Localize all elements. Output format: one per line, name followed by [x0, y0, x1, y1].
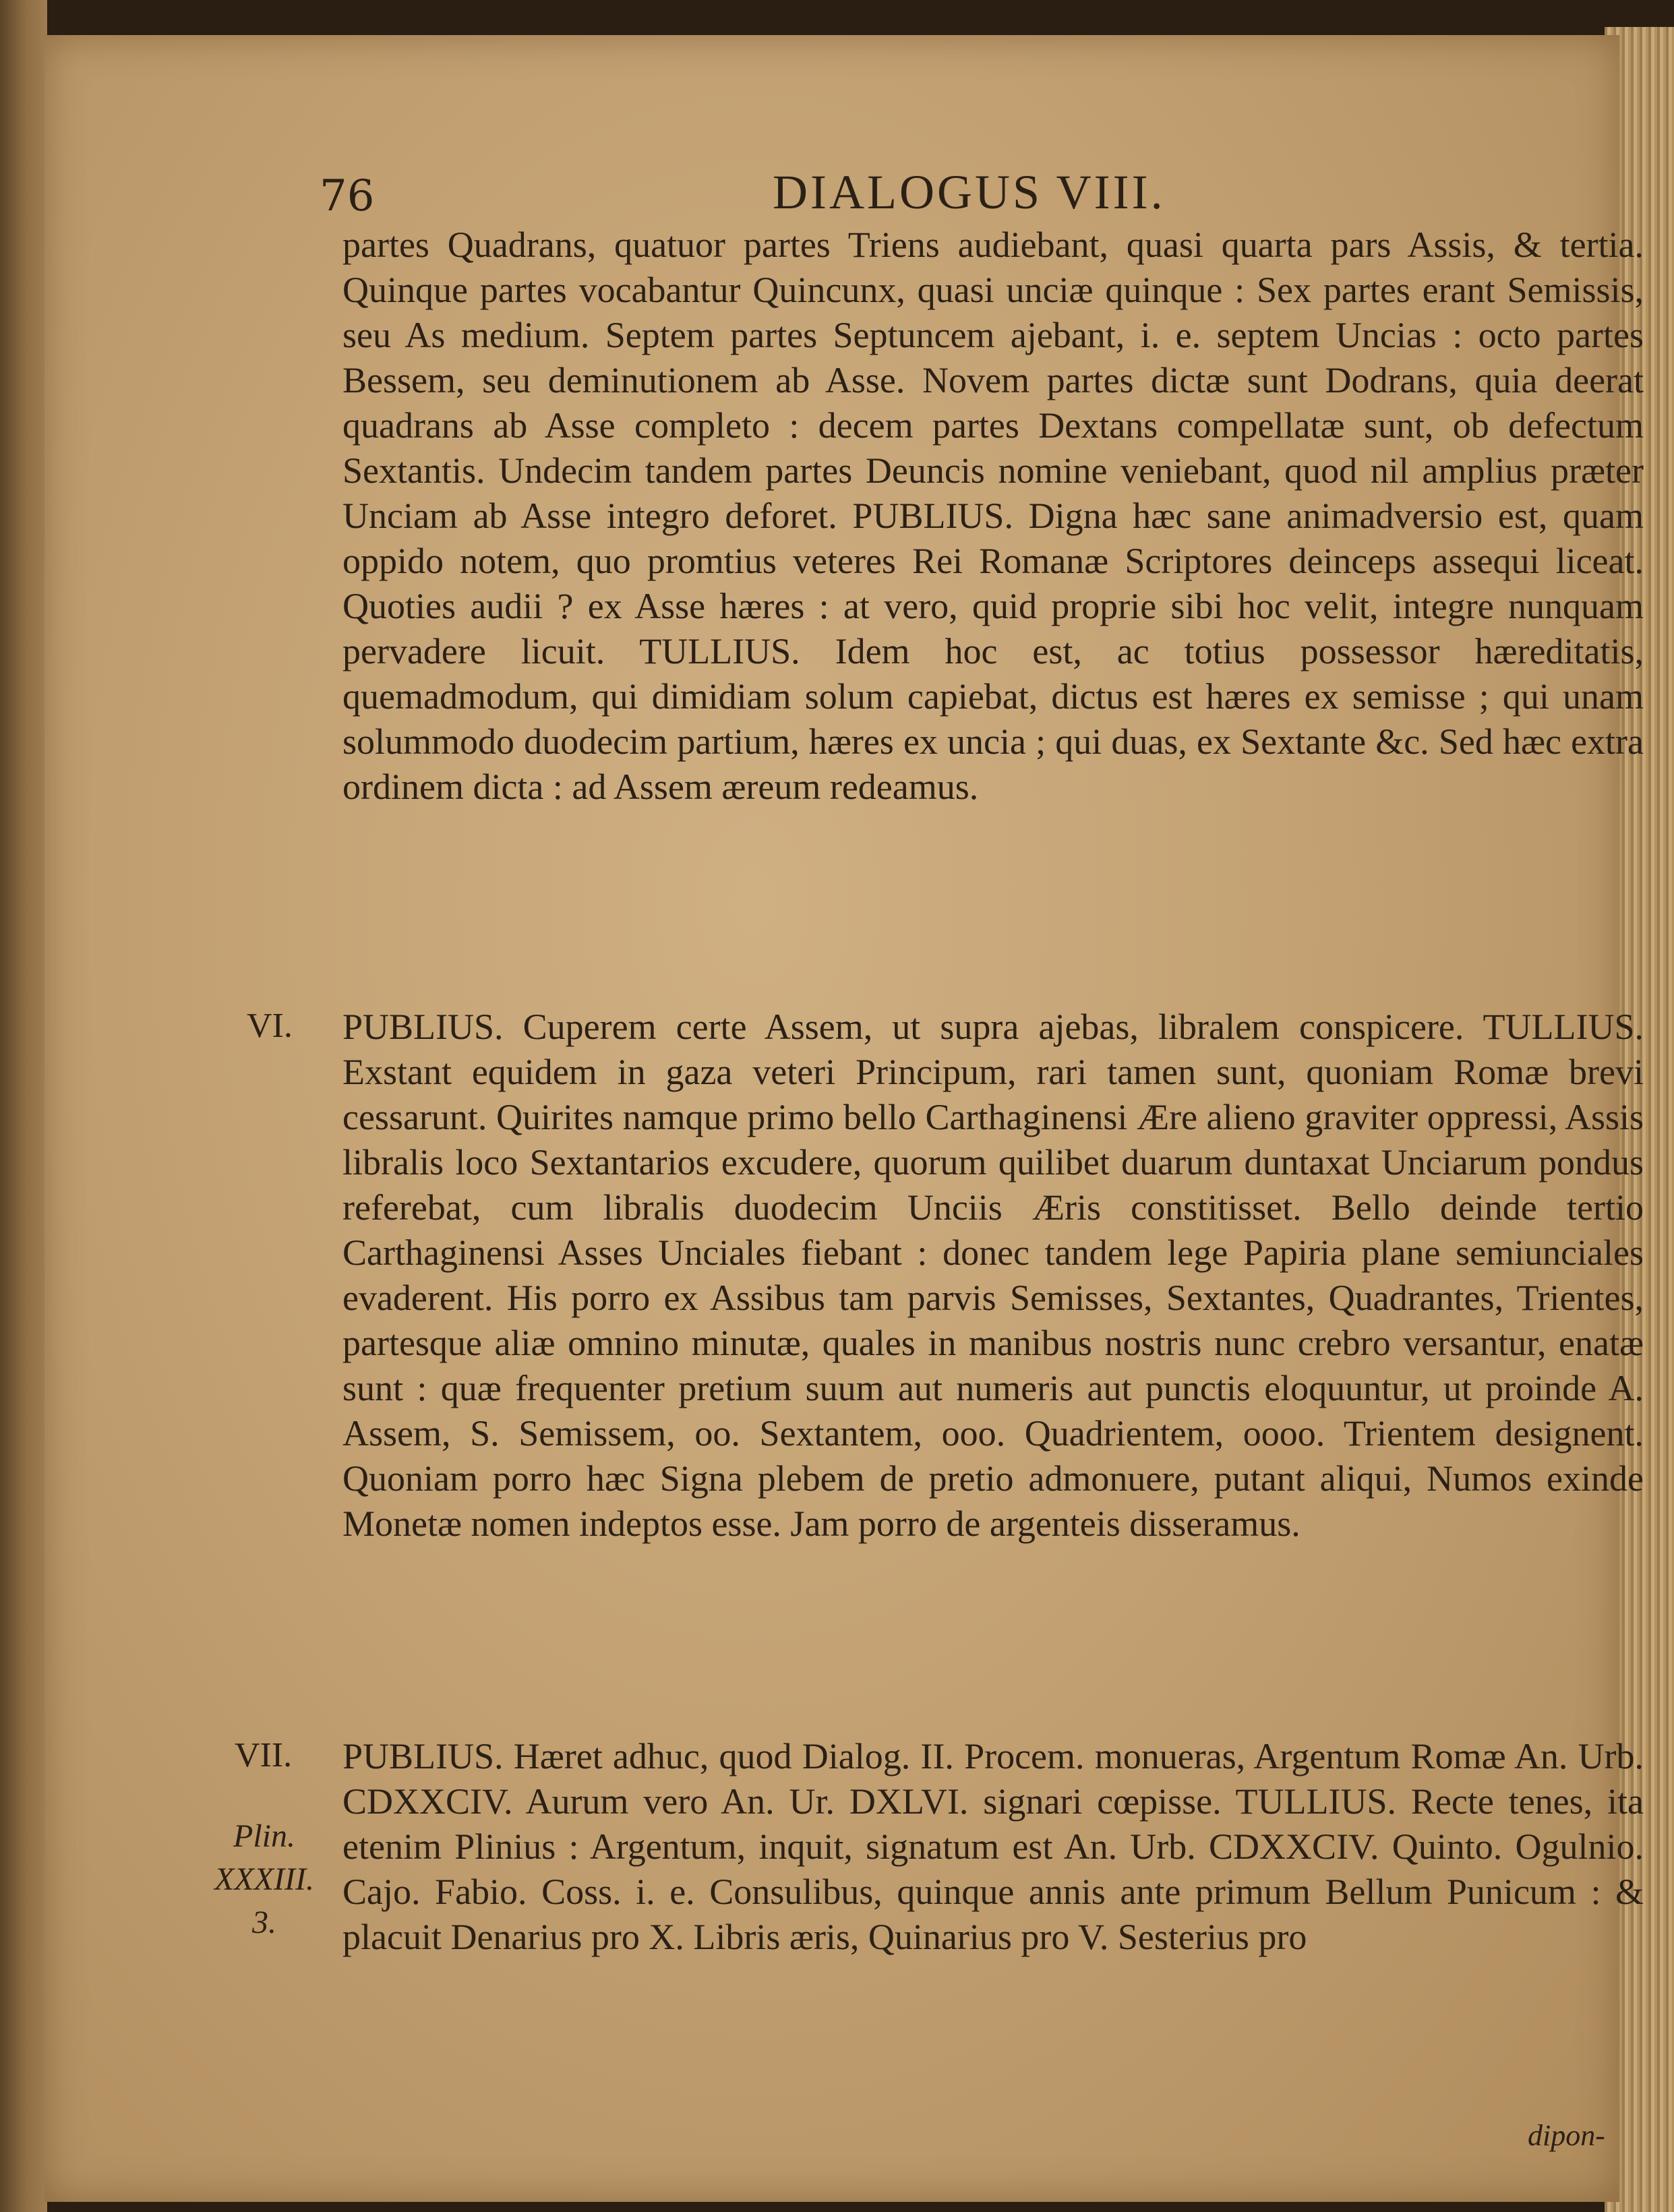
section-number-vii: VII. — [235, 1736, 293, 1774]
marginal-note-line: 3. — [252, 1905, 276, 1940]
catchword: dipon- — [1528, 2119, 1605, 2152]
book-page — [44, 35, 1644, 2202]
page-title: DIALOGUS VIII. — [773, 165, 1166, 219]
marginal-note — [177, 1815, 352, 1944]
page-number: 76 — [320, 171, 375, 221]
paragraph-intro: partes Quadrans, quatuor partes Triens audiebant, quasi quarta pars Assis, & tertia. Quinque partes vocabantur Quincunx, quasi unciæ quinque : Sex partes erant Semissis, seu As medium. Septem partes Septuncem ajebant, i. e. septem Uncias : octo partes Bessem, seu deminutionem ab Asse. Novem partes dictæ sunt Dodrans, quia deerat quadrans ab Asse completo : decem partes Dextans compellatæ sunt, ob defectum Sextantis. Undecim tandem partes Deuncis nomine veniebant, quod nil amplius præter Unciam ab Asse integro deforet. PUBLIUS. Digna hæc sane animadversio est, quam oppido notem, quo promtius veteres Rei Romanæ Scriptores deinceps assequi liceat. Quoties audii ? ex Asse hæres : at vero, quid proprie sibi hoc velit, integre nunquam pervadere licuit. TULLIUS. Idem hoc est, ac totius possessor hæreditatis, quemadmodum, qui dimidiam solum capiebat, dictus est hæres ex semisse ; qui unam solummodo duodecim partium, hæres ex uncia ; qui duas, ex Sextante &c. Sed hæc extra ordinem dicta : ad Assem æreum redeamus. — [342, 225, 1644, 807]
section-number-vi: VI. — [247, 1007, 293, 1045]
marginal-note-line: XXXIII. — [214, 1861, 314, 1897]
paragraph-vii: PUBLIUS. Hæret adhuc, quod Dialog. II. Procem. monueras, Argentum Romæ An. Urb. CDXXCIV. Aurum vero An. Ur. DXLVI. signari cœpisse. TULLIUS. Recte tenes, ita etenim Plinius : Argentum, inquit, signatum est An. Urb. CDXXCIV. Quinto. Ogulnio. Cajo. Fabio. Coss. i. e. Consulibus, quinque annis ante primum Bellum Punicum : & placuit Denarius pro X. Libris æris, Quinarius pro V. Sesterius pro — [342, 1736, 1644, 1957]
running-head — [44, 129, 1619, 224]
paragraph-vi: PUBLIUS. Cuperem certe Assem, ut supra ajebas, libralem conspicere. TULLIUS. Exstant equidem in gaza veteri Principum, rari tamen sunt, quoniam Romæ brevi cessarunt. Quirites namque primo bello Carthaginensi Ære alieno graviter oppressi, Assis libralis loco Sextantarios excudere, quorum quilibet duarum duntaxat Unciarum pondus referebat, cum libralis duodecim Unciis Æris constitisset. Bello deinde tertio Carthaginensi Asses Unciales fiebant : donec tandem lege Papiria plane semiunciales evaderent. His porro ex Assibus tam parvis Semisses, Sextantes, Quadrantes, Trientes, partesque aliæ omnino minutæ, quales in manibus nostris nunc crebro versantur, enatæ sunt : quæ frequenter pretium suum aut numeris aut punctis eloquuntur, ut proinde A. Assem, S. Semissem, oo. Sextantem, ooo. Quadrientem, oooo. Trientem designent. Quoniam porro hæc Signa plebem de pretio admonuere, putant aliqui, Numos exinde Monetæ nomen indeptos esse. Jam porro de argenteis disseramus. — [342, 1007, 1644, 1544]
marginal-note-line: Plin. — [233, 1818, 295, 1854]
book-spine — [0, 0, 47, 2212]
